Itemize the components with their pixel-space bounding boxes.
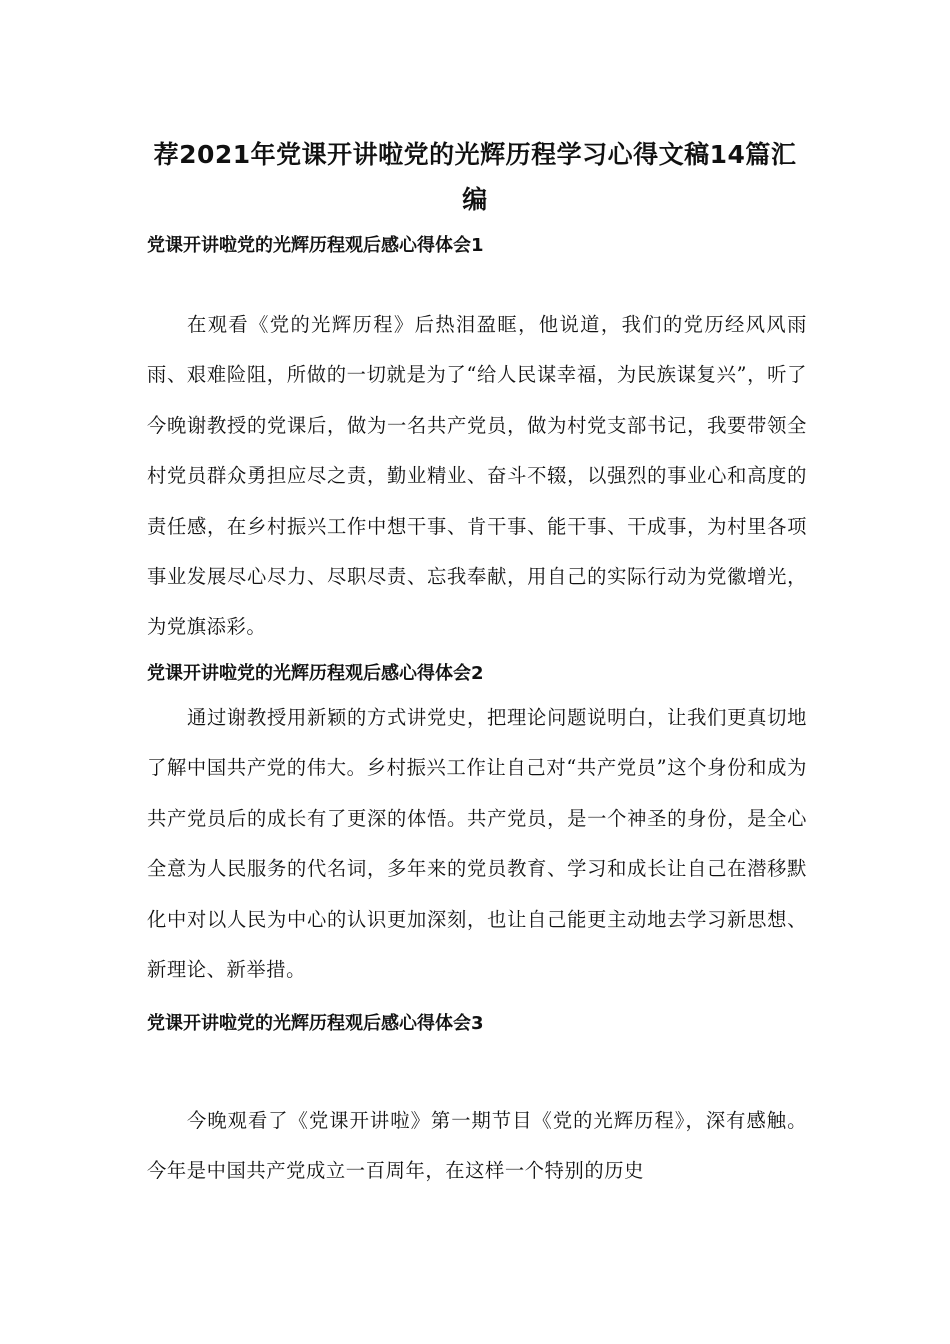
- document-title: 荐2021年党课开讲啦党的光辉历程学习心得文稿14篇汇编: [153, 140, 797, 214]
- section-paragraph-1: 在观看《党的光辉历程》后热泪盈眶，他说道，我们的党历经风风雨雨、艰难险阻，所做的一切就是为了“给人民谋幸福，为民族谋复兴”，听了今晚谢教授的党课后，做为一名共产党员，做为村党支部书记，我要带领全村党员群众勇担应尽之责，勤业精业、奋斗不辍，以强烈的事业心和高度的责任感，在乡村振兴工作中想干事、肯干事、能干事、干成事，为村里各项事业发展尽心尽力、尽职尽责、忘我奉献，用自己的实际行动为党徽增光，为党旗添彩。: [147, 313, 807, 639]
- section-heading-3: 党课开讲啦党的光辉历程观后感心得体会3: [147, 1013, 484, 1034]
- section-paragraph-3: 今晚观看了《党课开讲啦》第一期节目《党的光辉历程》，深有感触。今年是中国共产党成立一百周年，在这样一个特别的历史: [147, 1109, 807, 1183]
- section-heading-2: 党课开讲啦党的光辉历程观后感心得体会2: [147, 663, 484, 684]
- section-heading-1: 党课开讲啦党的光辉历程观后感心得体会1: [147, 235, 484, 256]
- section-paragraph-2: 通过谢教授用新颖的方式讲党史，把理论问题说明白，让我们更真切地了解中国共产党的伟大。乡村振兴工作让自己对“共产党员”这个身份和成为共产党员后的成长有了更深的体悟。共产党员，是一个神圣的身份，是全心全意为人民服务的代名词，多年来的党员教育、学习和成长让自己在潜移默化中对以人民为中心的认识更加深刻，也让自己能更主动地去学习新思想、新理论、新举措。: [147, 706, 807, 982]
